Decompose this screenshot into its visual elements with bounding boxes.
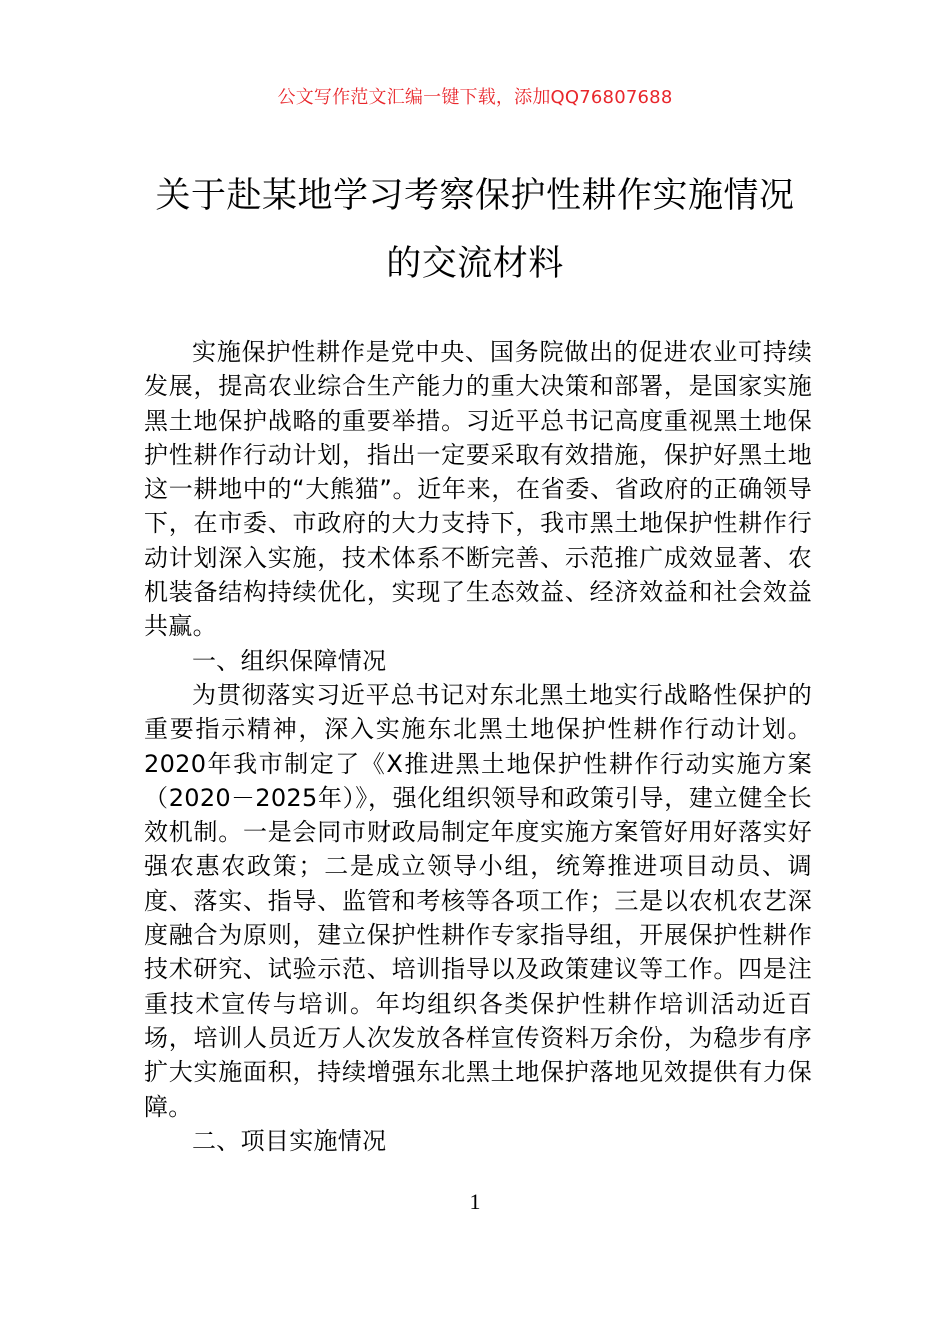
section-heading-2: 二、项目实施情况	[192, 1126, 387, 1155]
paragraph-intro: 实施保护性耕作是党中央、国务院做出的促进农业可持续发展，提高农业综合生产能力的重大决策和部署，是国家实施黑土地保护战略的重要举措。习近平总书记高度重视黑土地保护性耕作行动计划，指出一定要采取有效措施，保护好黑土地这一耕地中的“大熊猫”。近年来，在省委、省政府的正确领导下，在市委、市政府的大力支持下，我市黑土地保护性耕作行动计划深入实施，技术体系不断完善、示范推广成效显著、农机装备结构持续优化，实现了生态效益、经济效益和社会效益共赢。	[144, 338, 812, 641]
page-number: 1	[469, 1189, 481, 1214]
document-body	[144, 335, 812, 1158]
section-heading-1: 一、组织保障情况	[192, 646, 387, 675]
watermark-text: 公文写作范文汇编一键下载，添加QQ76807688	[277, 87, 673, 108]
document-title-line-1: 关于赴某地学习考察保护性耕作实施情况	[155, 176, 795, 216]
document-title-line-2: 的交流材料	[386, 244, 564, 284]
paragraph-organization: 为贯彻落实习近平总书记对东北黑土地实行战略性保护的重要指示精神，深入实施东北黑土地保护性耕作行动计划。2020年我市制定了《X推进黑土地保护性耕作行动实施方案（2020－2025年）》，强化组织领导和政策引导，建立健全长效机制。一是会同市财政局制定年度实施方案管好用好落实好强农惠农政策；二是成立领导小组，统筹推进项目动员、调度、落实、指导、监管和考核等各项工作；三是以农机农艺深度融合为原则，建立保护性耕作专家指导组，开展保护性耕作技术研究、试验示范、培训指导以及政策建议等工作。四是注重技术宣传与培训。年均组织各类保护性耕作培训活动近百场，培训人员近万人次发放各样宣传资料万余份，为稳步有序扩大实施面积，持续增强东北黑土地保护落地见效提供有力保障。	[144, 680, 812, 1121]
